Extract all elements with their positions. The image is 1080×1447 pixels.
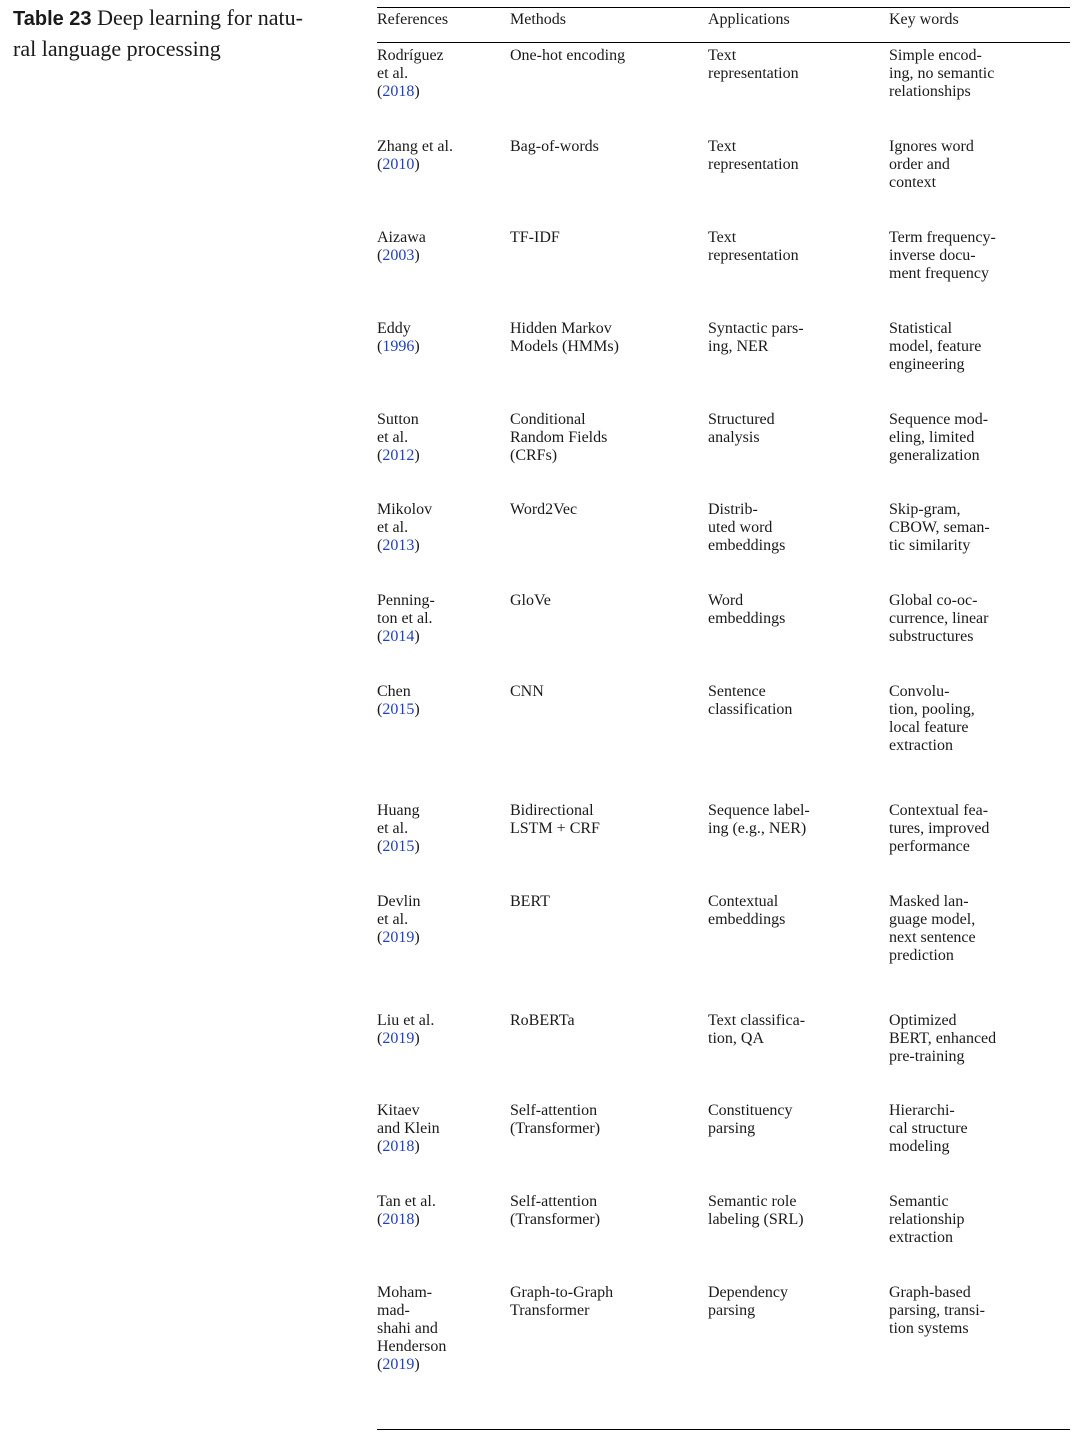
method-cell: Self-attention (Transformer) — [510, 1102, 601, 1137]
citation-year-link[interactable]: 2018 — [382, 1138, 415, 1155]
keywords-cell: Optimized BERT, enhanced pre-training — [889, 1012, 997, 1065]
reference-authors: Penning- ton et al. — [377, 592, 435, 627]
application-cell: Distrib- uted word embeddings — [708, 501, 786, 554]
keywords-cell: Term frequency- inverse docu- ment frequency — [889, 229, 996, 282]
keywords-cell: Statistical model, feature engineering — [889, 320, 982, 373]
citation-year-link[interactable]: 2019 — [382, 929, 415, 946]
reference-cell: Sutton et al. (2012) — [377, 411, 420, 464]
reference-authors: Eddy — [377, 320, 411, 337]
reference-authors: Liu et al. — [377, 1012, 435, 1029]
reference-cell: Zhang et al. (2010) — [377, 138, 453, 173]
header-rule — [377, 42, 1070, 43]
citation-year-link[interactable]: 2012 — [382, 447, 415, 464]
method-cell: Self-attention (Transformer) — [510, 1193, 601, 1228]
application-cell: Constituency parsing — [708, 1102, 793, 1137]
keywords-cell: Simple encod- ing, no semantic relationships — [889, 47, 995, 100]
reference-cell: Penning- ton et al. (2014) — [377, 592, 435, 645]
method-cell: Bag-of-words — [510, 138, 599, 155]
keywords-cell: Graph-based parsing, transi- tion systems — [889, 1284, 985, 1337]
application-cell: Text representation — [708, 47, 799, 82]
keywords-cell: Convolu- tion, pooling, local feature extraction — [889, 683, 975, 754]
method-cell: RoBERTa — [510, 1012, 575, 1029]
table-title: Deep learning for natu- ral language processing — [13, 5, 303, 61]
application-cell: Syntactic pars- ing, NER — [708, 320, 804, 355]
application-cell: Dependency parsing — [708, 1284, 788, 1319]
header-references: References — [377, 11, 449, 28]
reference-authors: Tan et al. — [377, 1193, 436, 1210]
citation-year-link[interactable]: 2015 — [382, 701, 415, 718]
citation-year-link[interactable]: 2010 — [382, 156, 415, 173]
header-key-words: Key words — [889, 11, 959, 28]
method-cell: BERT — [510, 893, 550, 910]
citation-year-link[interactable]: 2018 — [382, 1211, 415, 1228]
reference-authors: Moham- mad- shahi and Henderson — [377, 1284, 447, 1355]
keywords-cell: Contextual fea- tures, improved performance — [889, 802, 990, 855]
reference-cell: Devlin et al. (2019) — [377, 893, 421, 946]
method-cell: CNN — [510, 683, 544, 700]
application-cell: Sentence classification — [708, 683, 793, 718]
reference-cell: Aizawa (2003) — [377, 229, 426, 264]
reference-authors: Zhang et al. — [377, 138, 453, 155]
header-applications: Applications — [708, 11, 790, 28]
reference-cell: Chen (2015) — [377, 683, 420, 718]
citation-year-link[interactable]: 2014 — [382, 628, 415, 645]
bottom-rule — [377, 1429, 1070, 1430]
reference-authors: Devlin et al. — [377, 893, 421, 928]
reference-authors: Kitaev and Klein — [377, 1102, 440, 1137]
keywords-cell: Global co-oc- currence, linear substructures — [889, 592, 989, 645]
application-cell: Structured analysis — [708, 411, 775, 446]
keywords-cell: Hierarchi- cal structure modeling — [889, 1102, 968, 1155]
reference-cell: Huang et al. (2015) — [377, 802, 420, 855]
reference-authors: Huang et al. — [377, 802, 420, 837]
method-cell: GloVe — [510, 592, 551, 609]
method-cell: Conditional Random Fields (CRFs) — [510, 411, 608, 464]
reference-cell: Moham- mad- shahi and Henderson (2019) — [377, 1284, 447, 1373]
citation-year-link[interactable]: 2018 — [382, 83, 415, 100]
citation-year-link[interactable]: 2015 — [382, 838, 415, 855]
citation-year-link[interactable]: 2019 — [382, 1356, 415, 1373]
citation-year-link[interactable]: 2003 — [382, 247, 415, 264]
reference-cell: Eddy (1996) — [377, 320, 420, 355]
method-cell: One-hot encoding — [510, 47, 626, 64]
citation-year-link[interactable]: 2019 — [382, 1030, 415, 1047]
keywords-cell: Ignores word order and context — [889, 138, 974, 191]
table-number: Table 23 — [13, 8, 92, 30]
keywords-cell: Sequence mod- eling, limited generalization — [889, 411, 989, 464]
reference-authors: Sutton et al. — [377, 411, 419, 446]
reference-cell: Kitaev and Klein (2018) — [377, 1102, 440, 1155]
application-cell: Text representation — [708, 229, 799, 264]
top-rule — [377, 7, 1070, 8]
application-cell: Text representation — [708, 138, 799, 173]
application-cell: Word embeddings — [708, 592, 786, 627]
header-methods: Methods — [510, 11, 566, 28]
keywords-cell: Semantic relationship extraction — [889, 1193, 965, 1246]
keywords-cell: Skip-gram, CBOW, seman- tic similarity — [889, 501, 990, 554]
application-cell: Semantic role labeling (SRL) — [708, 1193, 804, 1228]
application-cell: Text classifica- tion, QA — [708, 1012, 806, 1047]
reference-cell: Liu et al. (2019) — [377, 1012, 435, 1047]
reference-authors: Rodríguez et al. — [377, 47, 444, 82]
application-cell: Sequence label- ing (e.g., NER) — [708, 802, 810, 837]
reference-cell: Mikolov et al. (2013) — [377, 501, 433, 554]
table-caption — [13, 3, 353, 63]
keywords-cell: Masked lan- guage model, next sentence prediction — [889, 893, 976, 964]
method-cell: Graph-to-Graph Transformer — [510, 1284, 614, 1319]
method-cell: TF-IDF — [510, 229, 560, 246]
reference-cell: Rodríguez et al. (2018) — [377, 47, 444, 100]
reference-cell: Tan et al. (2018) — [377, 1193, 436, 1228]
method-cell: Bidirectional LSTM + CRF — [510, 802, 600, 837]
citation-year-link[interactable]: 2013 — [382, 537, 415, 554]
method-cell: Word2Vec — [510, 501, 578, 518]
citation-year-link[interactable]: 1996 — [382, 338, 415, 355]
method-cell: Hidden Markov Models (HMMs) — [510, 320, 619, 355]
reference-authors: Mikolov et al. — [377, 501, 433, 536]
application-cell: Contextual embeddings — [708, 893, 786, 928]
reference-authors: Aizawa — [377, 229, 426, 246]
reference-authors: Chen — [377, 683, 411, 700]
